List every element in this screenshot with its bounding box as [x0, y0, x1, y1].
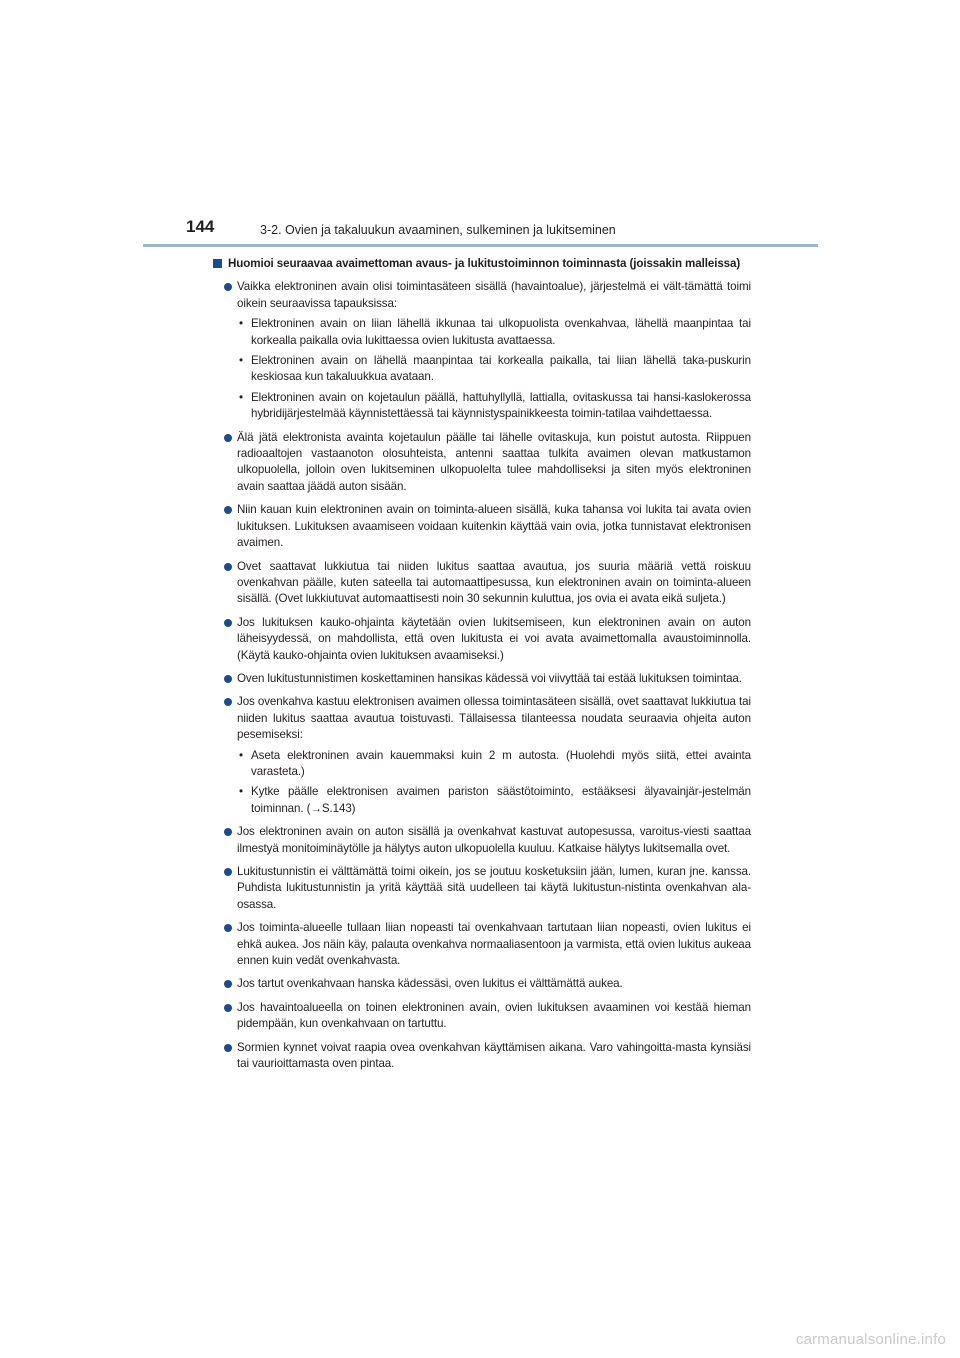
small-bullet-icon: • — [239, 317, 243, 331]
sub-list-item — [239, 353, 751, 386]
list-item-text: Älä jätä elektronista avainta kojetaulun päälle tai lähelle ovitaskuja, kun poistut autosta. Riippuen radioaaltojen vastaanoton olosuhteista, antenni saattaa tulkita avaimen olevan matkustamon ulkopuolella, jolloin oven lukitseminen ulkopuolelta tulee mahdolliseksi ja siten myös elektroninen avain saattaa jäädä auton sisään. — [237, 430, 751, 493]
list-item-text: Jos tartut ovenkahvaan hanska kädessäsi, oven lukitus ei välttämättä aukea. — [237, 977, 623, 991]
circle-bullet-icon — [224, 563, 232, 571]
sub-list-item-text: Elektroninen avain on liian lähellä ikkunaa tai ulkopuolista ovenkahvaa, lähellä maanpintaa tai korkealla paikalla ovia lukittaessa ovien lukitusta avattaessa. — [251, 317, 751, 347]
list-item — [211, 1040, 751, 1073]
list-item-text: Ovet saattavat lukkiutua tai niiden lukitus saattaa avautua, jos suuria määriä vettä roiskuu ovenkahvan päälle, kuten sateella tai automaattipesussa, kun elektroninen avain on toiminta-alueen sisällä. (Ovet lukkiutuvat automaattisesti noin 30 sekunnin kuluttua, jos ovia ei avata eikä suljeta.) — [237, 559, 751, 606]
list-item-text: Niin kauan kuin elektroninen avain on toiminta-alueen sisällä, kuka tahansa voi lukita tai avata ovien lukituksen. Lukituksen avaamiseen voidaan kuitenkin käyttää vain ovia, jotka tunnistavat elektronisen avaimen. — [237, 503, 751, 550]
list-item-body — [237, 864, 751, 913]
small-bullet-icon: • — [239, 354, 243, 368]
sub-list-item — [239, 748, 751, 781]
list-item-text: Jos havaintoalueella on toinen elektroninen avain, ovien lukituksen avaaminen voi kestää hieman pidempään, kun ovenkahvaan on tartuttu. — [237, 1000, 751, 1031]
circle-bullet-icon — [224, 868, 232, 876]
small-bullet-icon: • — [239, 748, 243, 762]
circle-bullet-icon — [224, 698, 232, 706]
list-item-text: Sormien kynnet voivat raapia ovea ovenkahvan käyttämisen aikana. Varo vahingoitta-masta kynsiäsi tai vaurioittamasta oven pintaa. — [237, 1040, 751, 1071]
list-item — [211, 502, 751, 551]
list-item-text: Jos elektroninen avain on auton sisällä ja ovenkahvat kastuvat autopesussa, varoitus-viesti saattaa ilmestyä monitoiminäytölle ja hälytys auton ulkopuolella kuuluu. Katkaise hälytys lukitsemalla ovet. — [237, 825, 751, 855]
content-area — [211, 256, 751, 1079]
circle-bullet-icon — [224, 1044, 232, 1052]
circle-bullet-icon — [224, 828, 232, 836]
list-item — [211, 615, 751, 664]
list-item-body — [237, 559, 751, 608]
circle-bullet-icon — [224, 924, 232, 932]
square-bullet-icon — [213, 259, 222, 268]
list-item-body — [237, 976, 751, 992]
list-item — [211, 824, 751, 857]
circle-bullet-icon — [224, 506, 232, 514]
list-item-body — [237, 430, 751, 496]
item-list — [211, 279, 751, 1072]
list-item — [211, 920, 751, 969]
small-bullet-icon: • — [239, 390, 243, 404]
list-item — [211, 279, 751, 422]
list-item — [211, 430, 751, 496]
list-item — [211, 976, 751, 992]
header-divider — [143, 244, 818, 247]
sub-list-item — [239, 316, 751, 349]
sub-list-item — [239, 390, 751, 423]
circle-bullet-icon — [224, 980, 232, 988]
footer-watermark: carmanualsonline.info — [795, 1331, 946, 1348]
sub-list-item-text: Aseta elektroninen avain kauemmaksi kuin 2 m autosta. (Huolehdi myös siitä, ettei avainta varasteta.) — [251, 748, 751, 778]
list-item-body — [237, 694, 751, 817]
list-item — [211, 559, 751, 608]
sub-list — [237, 748, 751, 818]
list-item-body — [237, 824, 751, 857]
list-item-text: Jos lukituksen kauko-ohjainta käytetään ovien lukitsemiseen, kun elektroninen avain on auton läheisyydessä, on mahdollista, että oven lukitusta ei voi avata avaimettomalla avaustoiminnolla. (Käytä kauko-ohjainta ovien lukituksen avaamiseksi.) — [237, 615, 751, 662]
list-item-text: Lukitustunnistin ei välttämättä toimi oikein, jos se joutuu kosketuksiin jään, lumen, kuran jne. kanssa. Puhdista lukitustunnistin ja yritä käyttää sitä uudelleen tai käytä lukitustun-nistinta ovenkahvan ala-osassa. — [237, 865, 751, 911]
circle-bullet-icon — [224, 1004, 232, 1012]
circle-bullet-icon — [224, 283, 232, 291]
sub-list-item-text: Elektroninen avain on lähellä maanpintaa tai korkealla paikalla, tai liian lähellä taka-puskurin keskiosaa kun takaluukkua avataan. — [251, 354, 751, 384]
sub-list — [237, 316, 751, 422]
list-item-body — [237, 920, 751, 969]
circle-bullet-icon — [224, 675, 232, 683]
list-item-body — [237, 279, 751, 422]
list-item — [211, 671, 751, 687]
list-item-body — [237, 671, 751, 687]
list-item — [211, 864, 751, 913]
list-item-body — [237, 615, 751, 664]
list-item — [211, 694, 751, 817]
circle-bullet-icon — [224, 619, 232, 627]
list-item-body — [237, 1040, 751, 1073]
section-heading — [211, 256, 751, 272]
page-number: 144 — [186, 217, 215, 236]
small-bullet-icon: • — [239, 785, 243, 799]
list-item-body — [237, 502, 751, 551]
list-item-body — [237, 1000, 751, 1033]
list-item-text: Jos ovenkahva kastuu elektronisen avaimen ollessa toimintasäteen sisällä, ovet saattavat lukkiutua tai niiden lukitus saattaa avautua toistuvasti. Tällaisessa tilanteessa noudata seuraavia ohjeita auton pesemiseksi: — [237, 695, 751, 742]
list-item-text: Jos toiminta-alueelle tullaan liian nopeasti tai ovenkahvaan tartutaan liian nopeasti, ovien lukitus ei ehkä aukea. Jos näin käy, palauta ovenkahva normaaliasentoon ja varmista, että ovien lukitus aukeaa ennen kuin vedät ovenkahvasta. — [237, 921, 751, 968]
list-item — [211, 1000, 751, 1033]
sub-list-item-text: Kytke päälle elektronisen avaimen pariston säästötoiminto, estääksesi älyavainjär-jestelmän toiminnan. (→S.143) — [251, 785, 751, 815]
circle-bullet-icon — [224, 434, 232, 442]
section-title: 3-2. Ovien ja takaluukun avaaminen, sulkeminen ja lukitseminen — [260, 223, 616, 237]
list-item-text: Vaikka elektroninen avain olisi toimintasäteen sisällä (havaintoalue), järjestelmä ei vält-tämättä toimi oikein seuraavissa tapauksissa: — [237, 280, 751, 310]
section-heading-text: Huomioi seuraavaa avaimettoman avaus- ja lukitustoiminnon toiminnasta (joissakin malleissa) — [228, 257, 741, 270]
sub-list-item-text: Elektroninen avain on kojetaulun päällä, hattuhyllyllä, lattialla, ovitaskussa tai hansi-kaslokerossa hybridijärjestelmää käynnistettäessä tai käynnistyspainikkeesta toimin-tatilaa vaihdettaessa. — [251, 390, 751, 421]
list-item-text: Oven lukitustunnistimen koskettaminen hansikas kädessä voi viivyttää tai estää lukituksen toimintaa. — [237, 671, 742, 685]
sub-list-item — [239, 784, 751, 817]
